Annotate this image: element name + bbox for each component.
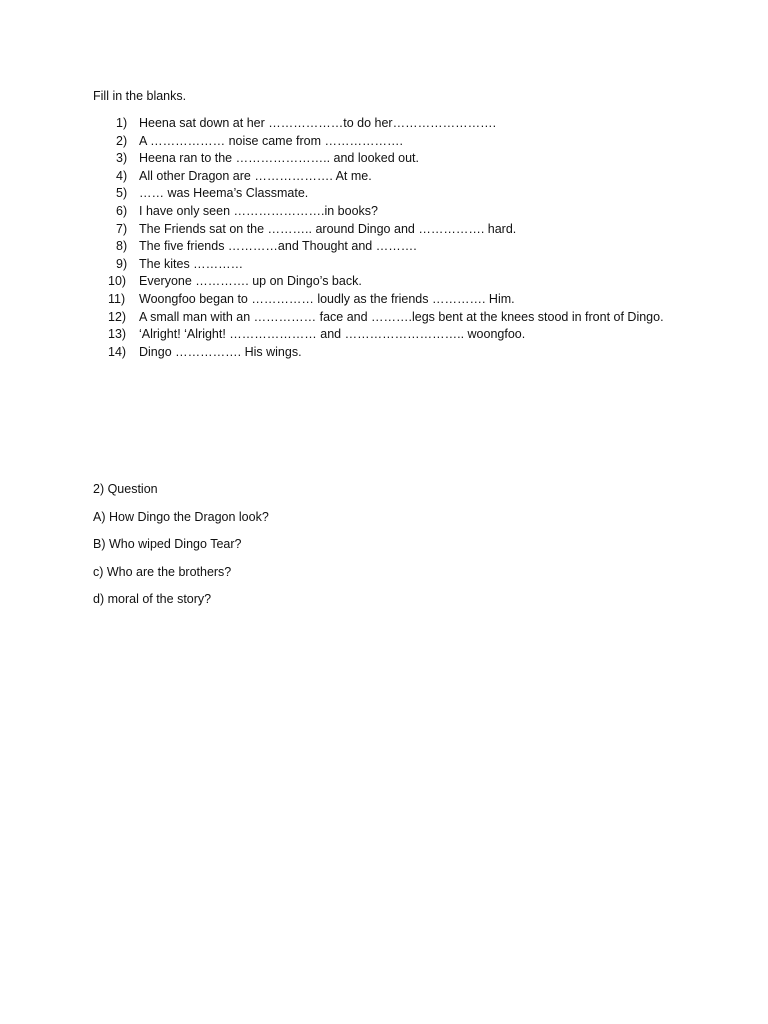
question-item: c) Who are the brothers? [93, 564, 232, 579]
fill-in-blanks-heading: Fill in the blanks. [93, 89, 187, 103]
question-item: d) moral of the story? [93, 592, 212, 606]
list-item: 6) I have only seen ………………….in books? [116, 203, 378, 218]
list-item: 4) All other Dragon are ………………. At me. [116, 168, 372, 183]
question-item: B) Who wiped Dingo Tear? [93, 537, 242, 551]
list-item: 14) Dingo ……………. His wings. [108, 344, 302, 359]
list-item: 11) Woongfoo began to …………… loudly as the friends …………. Him. [108, 291, 515, 306]
list-item: 9) The kites ………… [116, 256, 244, 271]
questions-section [93, 481, 269, 619]
list-item: 5) …… was Heema’s Classmate. [116, 186, 309, 201]
list-item: 1) Heena sat down at her ………………to do her……………………. [116, 116, 497, 130]
list-item: 8) The five friends …………and Thought and ………. [116, 239, 417, 254]
list-item: 12) A small man with an …………… face and ……….legs bent at the knees stood in front of Dingo. [108, 309, 664, 324]
questions-heading: 2) Question [93, 482, 158, 496]
list-item: 2) A ……………… noise came from ………………. [116, 133, 403, 148]
list-item: 7) The Friends sat on the ……….. around Dingo and ……………. hard. [116, 221, 517, 236]
list-item: 3) Heena ran to the ………………….. and looked out. [116, 151, 419, 166]
fill-in-blanks-list [108, 115, 748, 361]
list-item: 13) ‘Alright! ‘Alright! ………………… and ……………………….. woongfoo. [108, 327, 526, 342]
list-item: 10) Everyone …………. up on Dingo’s back. [108, 274, 362, 289]
question-item: A) How Dingo the Dragon look? [93, 509, 269, 524]
